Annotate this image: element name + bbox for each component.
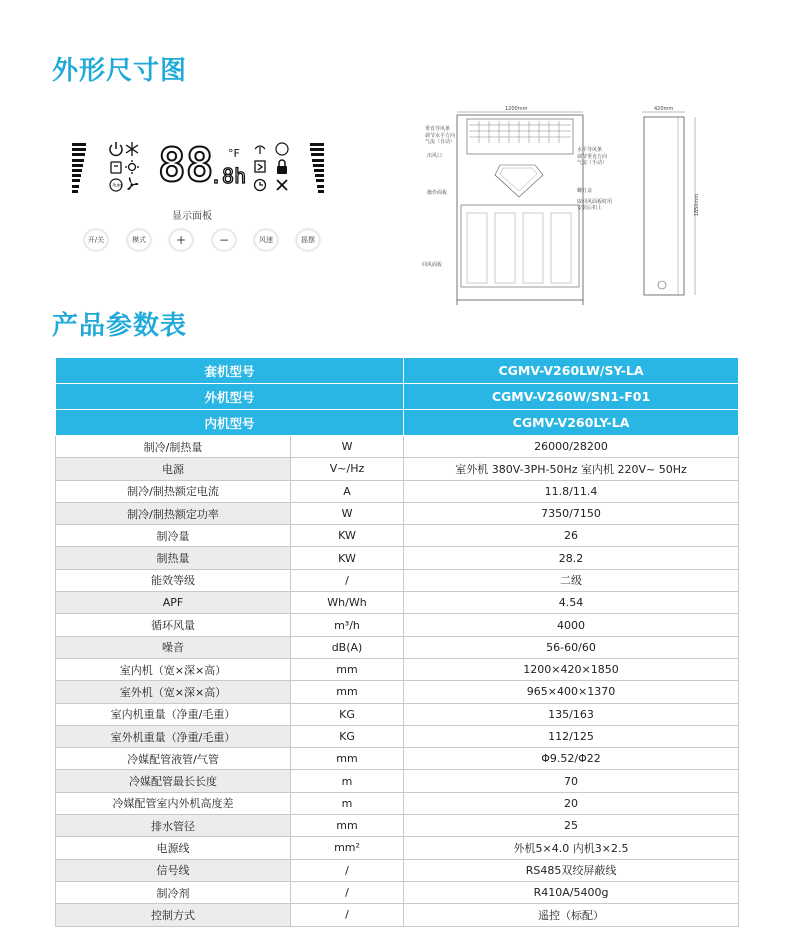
cell-value: 二级	[404, 569, 739, 591]
cell-value: RS485双绞屏蔽线	[404, 859, 739, 881]
minus-button[interactable]: −	[213, 230, 235, 250]
cell-unit: m³/h	[291, 614, 404, 636]
cell-name: APF	[56, 592, 291, 614]
table-row	[56, 837, 739, 859]
header-row-set-model	[56, 358, 739, 384]
sun-icon	[125, 160, 139, 174]
cell-unit: W	[291, 502, 404, 524]
table-row	[56, 569, 739, 591]
lock-icon	[277, 160, 287, 174]
cell-unit: KG	[291, 725, 404, 747]
cell-name: 能效等级	[56, 569, 291, 591]
cell-value: 28.2	[404, 547, 739, 569]
header-value: CGMV-V260LW/SY-LA	[404, 358, 739, 384]
cell-value: 965×400×1370	[404, 681, 739, 703]
cell-unit: KG	[291, 703, 404, 725]
cell-name: 控制方式	[56, 904, 291, 926]
table-row	[56, 703, 739, 725]
dimension-section-title: 外形尺寸图	[52, 56, 188, 86]
cell-unit: mm	[291, 748, 404, 770]
cell-unit: /	[291, 904, 404, 926]
cell-name: 噪音	[56, 636, 291, 658]
spec-section-title: 产品参数表	[52, 311, 188, 341]
cell-unit: KW	[291, 547, 404, 569]
header-row-outdoor-model	[56, 384, 739, 410]
table-row	[56, 859, 739, 881]
screw-cover-label: 螺钉盖	[577, 188, 593, 194]
fan-speed-button[interactable]: 风速	[255, 230, 277, 250]
table-row	[56, 725, 739, 747]
cell-unit: m	[291, 792, 404, 814]
table-row	[56, 480, 739, 502]
mode-icons-left	[108, 141, 148, 193]
horizontal-louver-label: 水平导风条	[577, 147, 603, 153]
table-row	[56, 592, 739, 614]
cell-name: 冷媒配管液管/气管	[56, 748, 291, 770]
table-row	[56, 458, 739, 480]
table-row	[56, 748, 739, 770]
cell-value: 56-60/60	[404, 636, 739, 658]
temp-unit: °F	[228, 147, 240, 160]
control-buttons	[85, 230, 330, 250]
display-panel-caption: 显示面板	[172, 211, 212, 222]
cell-value: 遥控（标配）	[404, 904, 739, 926]
operation-panel-label: 操作面板	[427, 190, 448, 196]
plus-button[interactable]: +	[170, 230, 192, 250]
cell-name: 室内机（宽×深×高）	[56, 658, 291, 680]
header-label: 外机型号	[56, 384, 404, 410]
cell-value: R410A/5400g	[404, 881, 739, 903]
horizontal-louver-note-2: 气流（手动）	[577, 160, 608, 166]
snowflake-icon	[126, 142, 138, 156]
segment-display	[158, 141, 248, 189]
front-width-label: 1200mm	[505, 106, 528, 112]
cell-name: 制冷/制热量	[56, 436, 291, 458]
cell-name: 电源线	[56, 837, 291, 859]
cell-unit: mm	[291, 815, 404, 837]
cell-unit: V~/Hz	[291, 458, 404, 480]
vertical-louver-label: 垂直导风条	[425, 126, 451, 132]
vertical-louver-note-1: 调节水平方向	[425, 133, 456, 139]
cell-name: 冷媒配管室内外机高度差	[56, 792, 291, 814]
side-depth-label: 420mm	[654, 106, 674, 112]
screw-cover-note-2: 安装后扣上	[577, 205, 603, 211]
dry-icon	[111, 162, 121, 173]
cell-name: 制冷/制热额定电流	[56, 480, 291, 502]
svg-text:Auto: Auto	[112, 182, 122, 188]
cell-unit: dB(A)	[291, 636, 404, 658]
cell-unit: mm	[291, 681, 404, 703]
cell-name: 循环风量	[56, 614, 291, 636]
clock-icon	[255, 180, 266, 191]
air-outlet-label: 出风口	[427, 153, 443, 159]
power-icon	[110, 142, 122, 155]
table-row	[56, 636, 739, 658]
decimal-digit: .8h	[210, 164, 247, 188]
table-row	[56, 815, 739, 837]
table-row	[56, 502, 739, 524]
tools-icon	[277, 180, 287, 190]
cell-unit: KW	[291, 525, 404, 547]
screw-cover-note-1: 取回风面板时用	[577, 199, 613, 205]
side-view-drawing	[640, 105, 710, 305]
cell-value: 4.54	[404, 592, 739, 614]
table-row	[56, 881, 739, 903]
left-level-bars	[72, 143, 90, 195]
header-label: 套机型号	[56, 358, 404, 384]
table-row	[56, 904, 739, 926]
swing-button[interactable]: 摇摆	[297, 230, 319, 250]
mode-icons-right	[252, 141, 292, 193]
cell-unit: /	[291, 859, 404, 881]
cell-value: 11.8/11.4	[404, 480, 739, 502]
cell-name: 室内机重量（净重/毛重）	[56, 703, 291, 725]
horizontal-louver-note-1: 调节垂直方向	[577, 154, 608, 160]
table-row	[56, 792, 739, 814]
header-row-indoor-model	[56, 410, 739, 436]
cell-unit: /	[291, 569, 404, 591]
cell-value: 室外机 380V-3PH-50Hz 室内机 220V~ 50Hz	[404, 458, 739, 480]
table-row	[56, 770, 739, 792]
vertical-louver-note-2: 气流（自动）	[425, 139, 456, 145]
cell-value: Φ9.52/Φ22	[404, 748, 739, 770]
cell-value: 20	[404, 792, 739, 814]
cell-unit: A	[291, 480, 404, 502]
cell-value: 135/163	[404, 703, 739, 725]
cell-name: 制冷剂	[56, 881, 291, 903]
spec-table	[55, 357, 739, 927]
timer-box-icon	[255, 161, 265, 172]
header-label: 内机型号	[56, 410, 404, 436]
cell-name: 室外机重量（净重/毛重）	[56, 725, 291, 747]
cell-value: 70	[404, 770, 739, 792]
cell-name: 信号线	[56, 859, 291, 881]
cell-unit: mm²	[291, 837, 404, 859]
right-level-bars	[310, 143, 328, 195]
cell-value: 1200×420×1850	[404, 658, 739, 680]
cell-unit: /	[291, 881, 404, 903]
cell-name: 制冷/制热额定功率	[56, 502, 291, 524]
table-row	[56, 681, 739, 703]
cell-value: 25	[404, 815, 739, 837]
cell-unit: W	[291, 436, 404, 458]
cell-value: 26000/28200	[404, 436, 739, 458]
cell-name: 制冷量	[56, 525, 291, 547]
cell-unit: m	[291, 770, 404, 792]
cell-name: 室外机（宽×深×高）	[56, 681, 291, 703]
cell-value: 112/125	[404, 725, 739, 747]
fan-icon	[127, 177, 138, 190]
cell-value: 7350/7150	[404, 502, 739, 524]
cell-unit: mm	[291, 658, 404, 680]
return-grille-label: 回风面板	[422, 262, 443, 268]
table-row	[56, 658, 739, 680]
header-value: CGMV-V260LY-LA	[404, 410, 739, 436]
cell-value: 26	[404, 525, 739, 547]
table-row	[56, 525, 739, 547]
cell-name: 排水管径	[56, 815, 291, 837]
cell-name: 电源	[56, 458, 291, 480]
swing-icon	[255, 146, 265, 154]
display-panel	[70, 135, 335, 215]
table-row	[56, 547, 739, 569]
table-row	[56, 614, 739, 636]
header-value: CGMV-V260W/SN1-F01	[404, 384, 739, 410]
cell-name: 制热量	[56, 547, 291, 569]
table-row	[56, 436, 739, 458]
cell-unit: Wh/Wh	[291, 592, 404, 614]
cell-name: 冷媒配管最长长度	[56, 770, 291, 792]
cell-value: 外机5×4.0 内机3×2.5	[404, 837, 739, 859]
mode-button[interactable]: 模式	[128, 230, 150, 250]
height-label: 1850mm	[694, 193, 700, 217]
main-digits: 88	[158, 141, 214, 189]
sleep-icon	[276, 143, 288, 155]
cell-value: 4000	[404, 614, 739, 636]
power-button[interactable]: 开/关	[85, 230, 107, 250]
